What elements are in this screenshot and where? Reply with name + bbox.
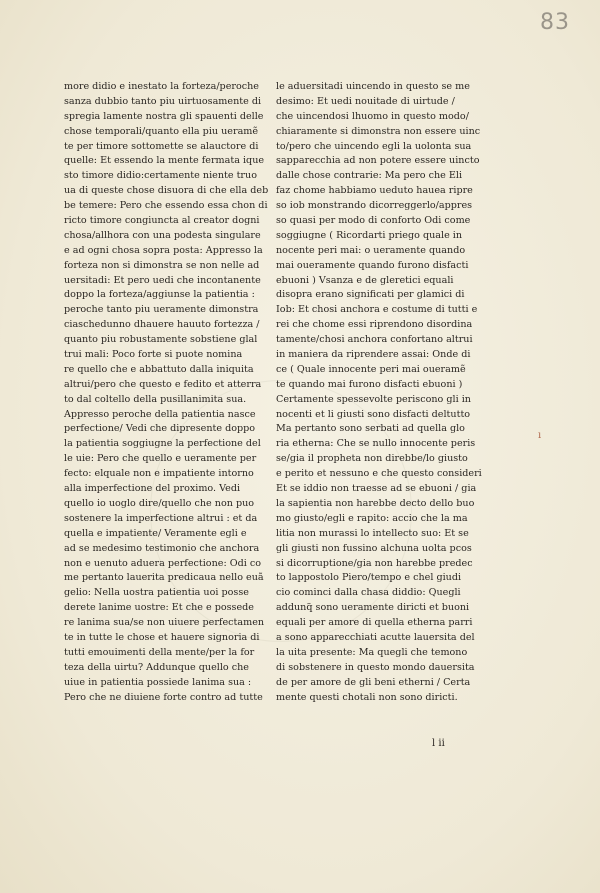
text-line: forteza non si dimonstra se non nelle ad xyxy=(64,259,260,271)
text-line: disopra erano significati per glamici di xyxy=(276,289,465,301)
text-line: non e uenuto aduera perfectione: Odi co xyxy=(64,557,261,569)
text-line: e ad ogni chosa sopra posta: Appresso la xyxy=(64,244,263,256)
text-line: peroche tanto piu ueramente dimonstra xyxy=(64,304,259,316)
text-line: re quello che e abbattuto dalla iniquita xyxy=(64,363,254,375)
text-line: Appresso peroche della patientia nasce xyxy=(64,408,256,420)
text-line: mai oueramente quando furono disfacti xyxy=(276,259,469,271)
text-line: ce ( Quale innocente peri mai oueramẽ xyxy=(276,363,466,375)
text-line: de per amore de gli beni etherni / Certa xyxy=(276,676,471,688)
text-line: addunq̃ sono ueramente diricti et buoni xyxy=(276,602,470,614)
text-line: so iob monstrando dicorreggerlo/appres xyxy=(276,200,473,212)
text-line: mente questi chotali non sono diricti. xyxy=(276,691,458,703)
text-line: te quando mai furono disfacti ebuoni ) xyxy=(276,378,463,390)
text-line: le aduersitadi uincendo in questo se me xyxy=(276,81,470,92)
text-line: uersitadi: Et pero uedi che incontanente xyxy=(64,274,261,286)
text-line: si dicorruptione/gia non harebbe predec xyxy=(276,557,473,569)
text-line: le uie: Pero che quello e ueramente per xyxy=(64,453,257,465)
text-line: quella e impatiente/ Veramente egli e xyxy=(64,527,247,539)
text-line: cio cominci dalla chasa diddio: Quegli xyxy=(276,587,461,599)
text-line: nocenti et li giusti sono disfacti deltutto xyxy=(276,408,471,420)
text-line: tamente/chosi anchora confortano altrui xyxy=(276,334,473,346)
text-line: ua di queste chose disuora di che ella deb xyxy=(64,185,269,197)
text-line: a sono apparecchiati acutte lauersita del xyxy=(276,631,475,643)
text-line: doppo la forteza/aggiunse la patientia : xyxy=(64,289,255,301)
text-line: la sapientia non harebbe decto dello buo xyxy=(276,497,475,509)
text-line: altrui/pero che questo e fedito et atterra xyxy=(64,378,262,390)
text-line: quanto piu robustamente sobstiene glal xyxy=(64,334,258,346)
text-line: litia non murassi lo intellecto suo: Et se xyxy=(276,527,469,539)
text-line: to lappostolo Piero/tempo e chel giudi xyxy=(276,572,462,584)
text-line: Pero che ne diuiene forte contro ad tutte xyxy=(64,691,263,703)
text-line: sanza dubbio tanto piu uirtuosamente di xyxy=(64,95,262,107)
text-line: faz chome habbiamo ueduto hauea ripre xyxy=(276,185,473,197)
text-line: quello io uoglo dire/quello che non puo xyxy=(64,497,255,509)
text-line: Ma pertanto sono serbati ad quella glo xyxy=(276,423,465,435)
text-line: Iob: Et chosi anchora e costume di tutti e xyxy=(276,304,478,316)
text-line: che uincendosi lhuomo in questo modo/ xyxy=(276,110,469,122)
text-line: quelle: Et essendo la mente fermata ique xyxy=(64,155,265,167)
text-line: ria etherna: Che se nullo innocente peris xyxy=(276,438,476,450)
text-line: te per timore sottomette se alauctore di xyxy=(64,140,259,152)
text-line: chiaramente si dimonstra non essere uinc xyxy=(276,125,481,137)
text-line: ebuoni ) Vsanza e de gleretici equali xyxy=(276,274,454,286)
text-line: la patientia soggiugne la perfectione del xyxy=(64,438,261,450)
margin-mark: ı xyxy=(538,430,542,441)
right-text-column xyxy=(276,80,498,705)
text-line: trui mali: Poco forte si puote nomina xyxy=(64,349,243,361)
text-line: derete lanime uostre: Et che e possede xyxy=(64,602,254,614)
text-line: ciaschedunno dhauere hauuto fortezza / xyxy=(64,319,260,331)
text-line: in maniera da riprendere assai: Onde di xyxy=(276,349,471,361)
folio-number: 83 xyxy=(540,10,570,35)
text-line: me pertanto lauerita predicaua nello euã xyxy=(64,572,264,584)
text-line: to/pero che uincendo egli la uolonta sua xyxy=(276,140,472,152)
text-line: to dal coltello della pusillanimita sua. xyxy=(64,393,247,405)
text-line: fecto: elquale non e impatiente intorno xyxy=(64,468,254,480)
text-line: sostenere la imperfectione altrui : et da xyxy=(64,512,258,524)
text-line: desimo: Et uedi nouitade di uirtude / xyxy=(276,95,455,107)
text-line: nocente peri mai: o ueramente quando xyxy=(276,244,466,256)
signature-mark: l ii xyxy=(432,738,445,749)
text-line: rei che chome essi riprendono disordina xyxy=(276,319,473,331)
text-line: soggiugne ( Ricordarti priego quale in xyxy=(276,229,463,241)
text-line: Certamente spessevolte periscono gli in xyxy=(276,393,471,405)
text-line: perfectione/ Vedi che dipresente doppo xyxy=(64,423,256,435)
text-line: alla imperfectione del proximo. Vedi xyxy=(64,483,241,495)
text-line: te in tutte le chose et hauere signoria di xyxy=(64,631,260,643)
text-line: tutti emouimenti della mente/per la for xyxy=(64,646,255,658)
text-line: e perito et nessuno e che questo consideri xyxy=(276,468,482,480)
text-line: chose temporali/quanto ella piu ueramẽ xyxy=(64,125,259,137)
text-line: gli giusti non fussino alchuna uolta pcos xyxy=(276,542,472,554)
left-text-column xyxy=(64,80,286,705)
text-line: ad se medesimo testimonio che anchora xyxy=(64,542,260,554)
text-line: ricto timore congiuncta al creator dogni xyxy=(64,215,260,227)
text-line: chosa/allhora con una podesta singulare xyxy=(64,229,261,241)
text-line: be temere: Pero che essendo essa chon di xyxy=(64,200,268,212)
text-line: la uita presente: Ma quegli che temono xyxy=(276,646,468,658)
text-line: sapparecchia ad non potere essere uincto xyxy=(276,155,480,167)
text-line: so quasi per modo di conforto Odi come xyxy=(276,215,471,227)
text-line: gelio: Nella uostra patientia uoi posse xyxy=(64,587,249,599)
text-line: teza della uirtu? Addunque quello che xyxy=(64,661,249,673)
text-line: equali per amore di quella etherna parri xyxy=(276,617,473,629)
text-line: dalle chose contrarie: Ma pero che Eli xyxy=(276,170,463,182)
text-line: more didio e inestato la forteza/peroche xyxy=(64,81,259,92)
text-line: Et se iddio non traesse ad se ebuoni / gia xyxy=(276,483,477,495)
text-line: mo giusto/egli e rapito: accio che la ma xyxy=(276,512,468,524)
text-line: re lanima sua/se non uiuere perfectamen xyxy=(64,617,265,629)
text-line: uiue in patientia possiede lanima sua : xyxy=(64,676,252,688)
text-line: sto timore didio:certamente niente truo xyxy=(64,170,257,182)
text-line: di sobstenere in questo mondo dauersita xyxy=(276,661,475,673)
text-line: se/gia il propheta non direbbe/lo giusto xyxy=(276,453,468,465)
text-line: spregia lamente nostra gli spauenti delle xyxy=(64,110,264,122)
